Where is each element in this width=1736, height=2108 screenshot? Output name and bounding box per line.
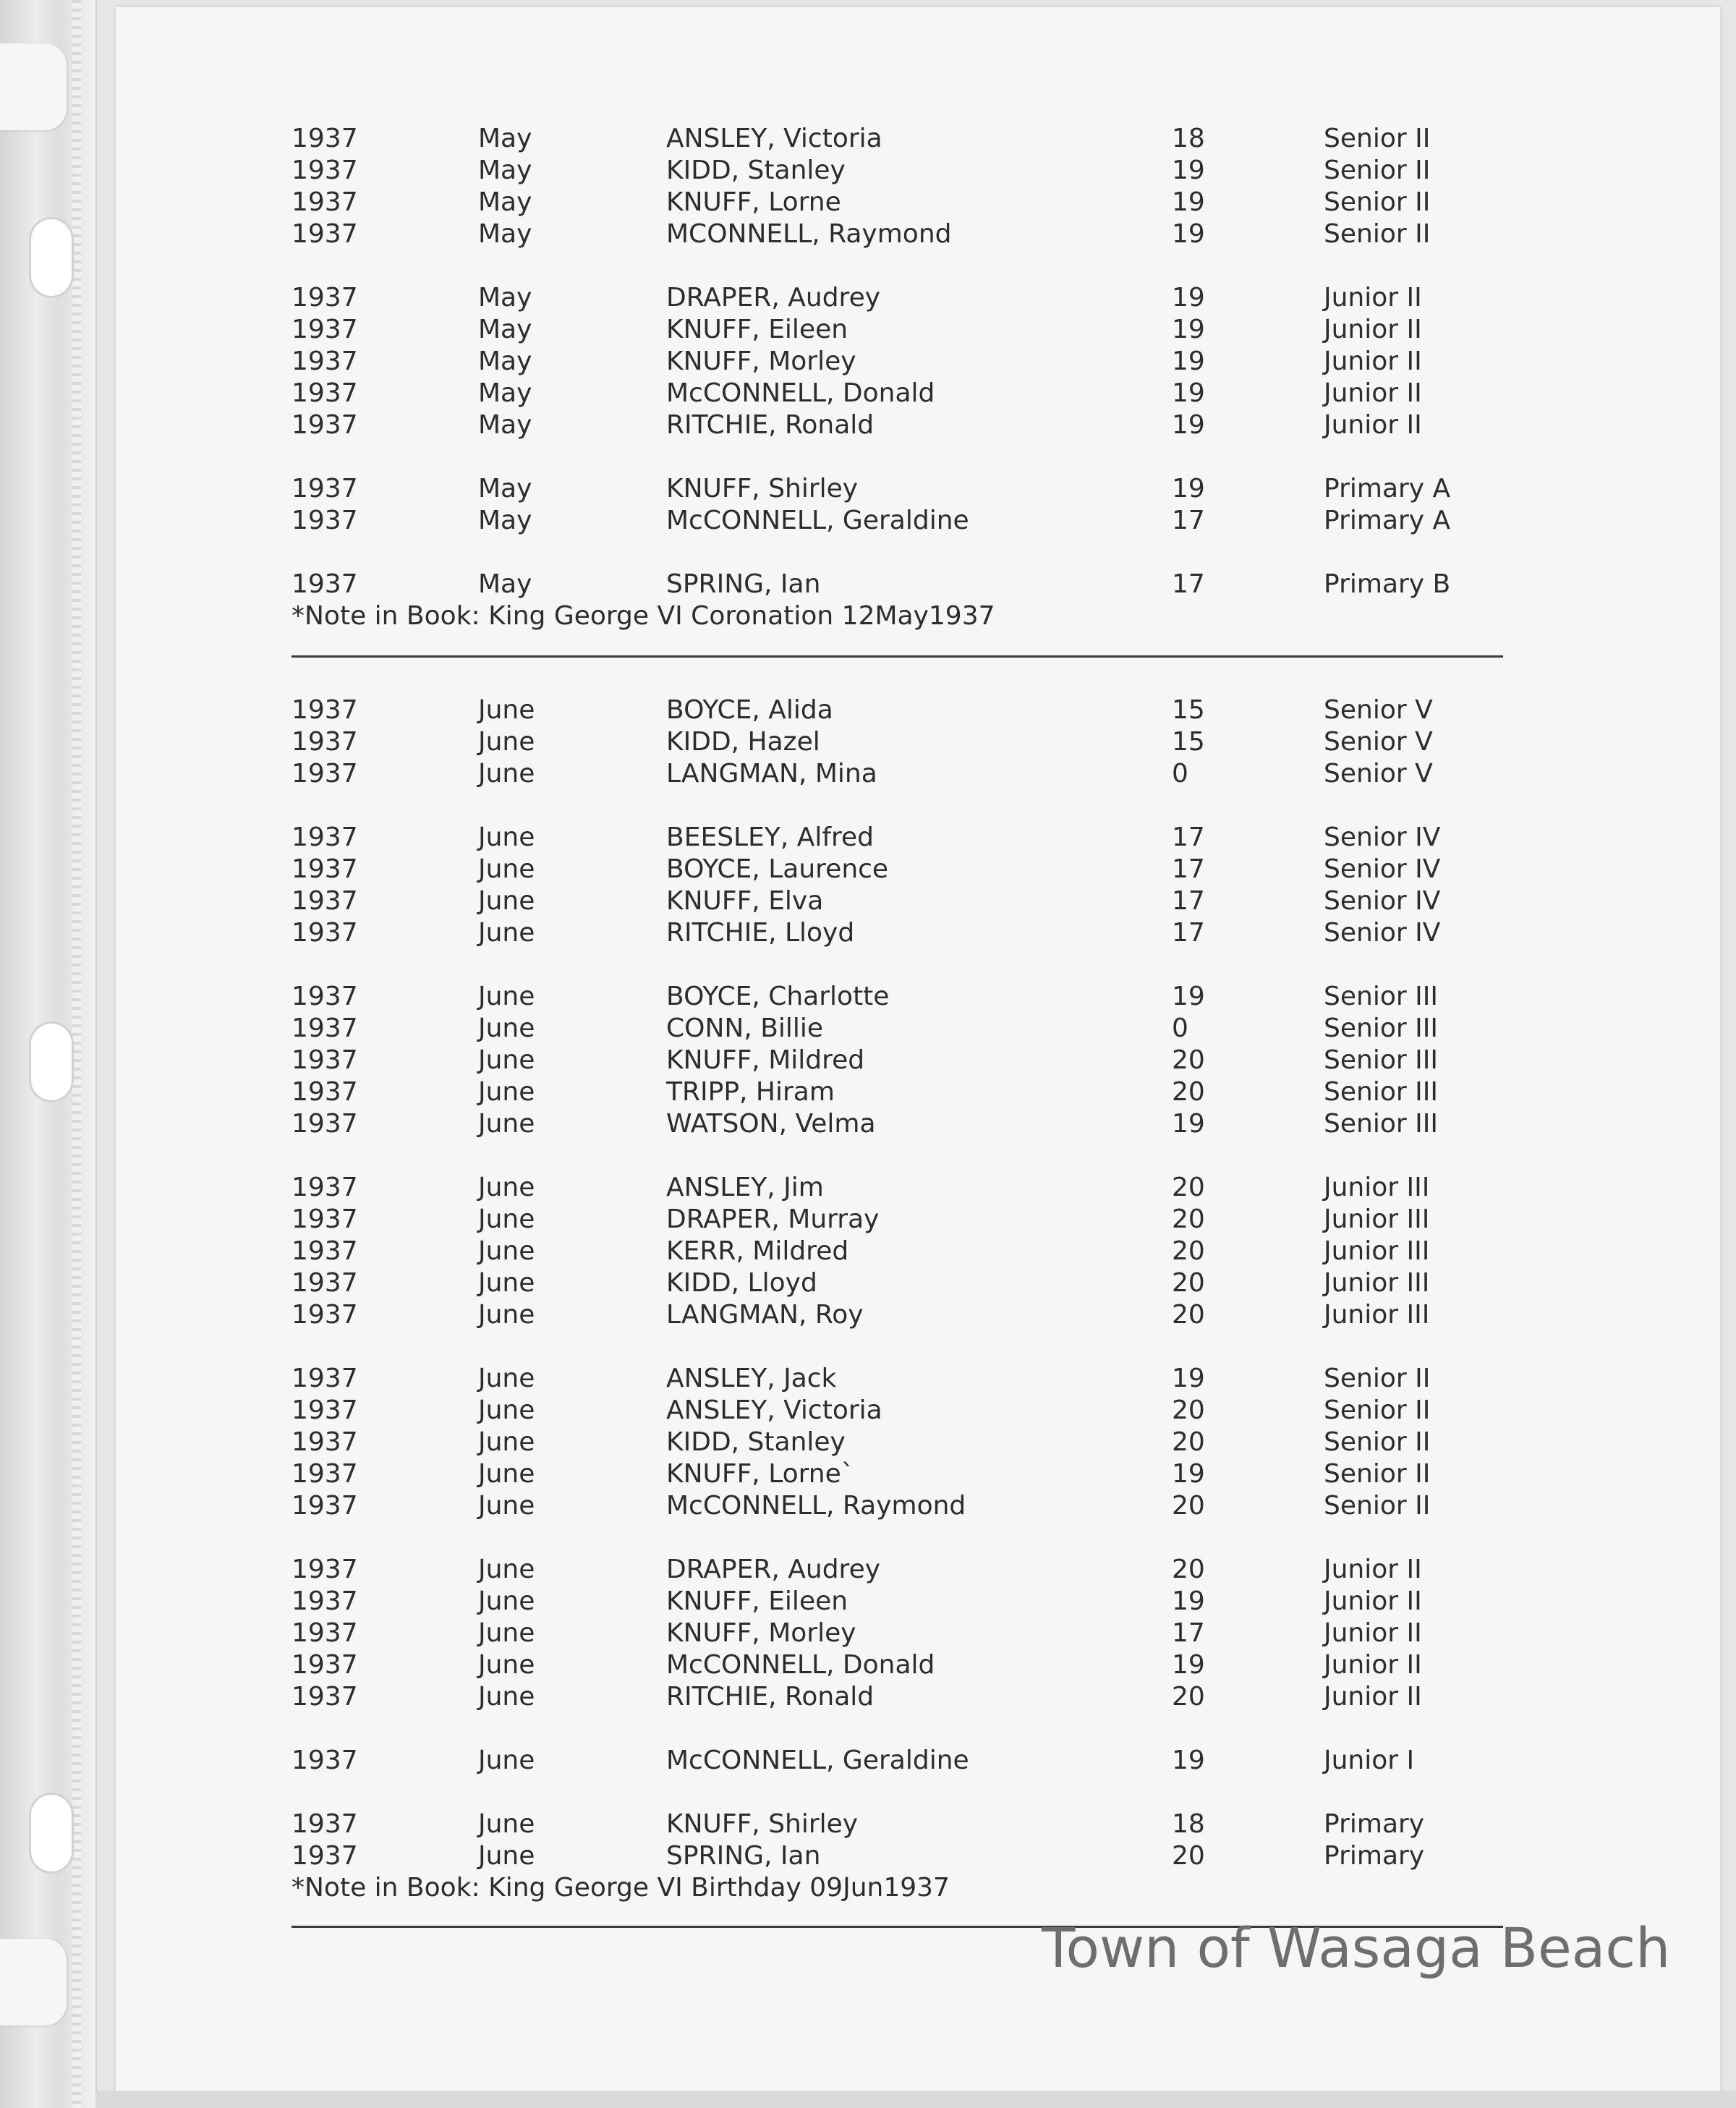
- month-cell: June: [478, 1204, 535, 1234]
- grade-cell: Senior V: [1324, 695, 1433, 725]
- grade-cell: Primary: [1324, 1809, 1425, 1839]
- score-cell: 0: [1172, 759, 1188, 789]
- month-cell: May: [478, 187, 532, 217]
- table-row: [0, 822, 1736, 854]
- table-row: [0, 314, 1736, 346]
- name-cell: KNUFF, Shirley: [666, 1809, 859, 1839]
- table-row: [0, 1267, 1736, 1299]
- grade-cell: Senior III: [1324, 1109, 1438, 1139]
- name-cell: SPRING, Ian: [666, 569, 821, 599]
- month-cell: May: [478, 156, 532, 185]
- table-row: [0, 1045, 1736, 1076]
- month-cell: June: [478, 886, 535, 916]
- grade-cell: Senior III: [1324, 1077, 1438, 1107]
- score-cell: 17: [1172, 918, 1205, 948]
- year-cell: 1937: [292, 187, 358, 217]
- month-cell: June: [478, 695, 535, 725]
- grade-cell: Senior II: [1324, 156, 1431, 185]
- year-cell: 1937: [292, 1841, 358, 1871]
- year-cell: 1937: [292, 1586, 358, 1616]
- month-cell: June: [478, 1491, 535, 1521]
- grade-cell: Junior II: [1324, 410, 1422, 440]
- score-cell: 20: [1172, 1236, 1205, 1266]
- table-row: [0, 1363, 1736, 1395]
- name-cell: LANGMAN, Mina: [666, 759, 877, 789]
- table-row: [0, 346, 1736, 378]
- month-cell: May: [478, 283, 532, 313]
- name-cell: DRAPER, Audrey: [666, 283, 881, 313]
- table-row: [0, 409, 1736, 441]
- name-cell: BOYCE, Charlotte: [666, 982, 890, 1011]
- year-cell: 1937: [292, 283, 358, 313]
- year-cell: 1937: [292, 886, 358, 916]
- grade-cell: Primary A: [1324, 474, 1451, 503]
- grade-cell: Junior II: [1324, 1555, 1422, 1584]
- grade-cell: Senior II: [1324, 219, 1431, 249]
- month-cell: June: [478, 1268, 535, 1298]
- score-cell: 20: [1172, 1555, 1205, 1584]
- score-cell: 18: [1172, 1809, 1205, 1839]
- name-cell: KNUFF, Eileen: [666, 1586, 848, 1616]
- grade-cell: Junior II: [1324, 347, 1422, 376]
- grade-cell: Senior II: [1324, 1427, 1431, 1457]
- grade-cell: Senior IV: [1324, 854, 1441, 884]
- table-row: [0, 282, 1736, 314]
- town-watermark: Town of Wasaga Beach: [1042, 1916, 1671, 1980]
- year-cell: 1937: [292, 378, 358, 408]
- month-cell: June: [478, 1841, 535, 1871]
- score-cell: 20: [1172, 1204, 1205, 1234]
- table-row: [0, 123, 1736, 155]
- month-cell: June: [478, 759, 535, 789]
- score-cell: 20: [1172, 1841, 1205, 1871]
- table-row: [0, 1236, 1736, 1267]
- grade-cell: Senior V: [1324, 759, 1433, 789]
- name-cell: BOYCE, Laurence: [666, 854, 889, 884]
- name-cell: SPRING, Ian: [666, 1841, 821, 1871]
- score-cell: 19: [1172, 1109, 1205, 1139]
- month-cell: June: [478, 982, 535, 1011]
- name-cell: TRIPP, Hiram: [666, 1077, 835, 1107]
- month-cell: June: [478, 1586, 535, 1616]
- section-divider: [292, 655, 1503, 658]
- table-row: [0, 1076, 1736, 1108]
- month-cell: May: [478, 474, 532, 503]
- year-cell: 1937: [292, 1013, 358, 1043]
- score-cell: 17: [1172, 1618, 1205, 1648]
- grade-cell: Junior III: [1324, 1236, 1430, 1266]
- grade-cell: Junior II: [1324, 1618, 1422, 1648]
- score-cell: 19: [1172, 1364, 1205, 1393]
- year-cell: 1937: [292, 1809, 358, 1839]
- name-cell: ANSLEY, Victoria: [666, 124, 882, 153]
- year-cell: 1937: [292, 1077, 358, 1107]
- year-cell: 1937: [292, 1300, 358, 1330]
- month-cell: June: [478, 1173, 535, 1202]
- name-cell: McCONNELL, Raymond: [666, 1491, 966, 1521]
- grade-cell: Junior III: [1324, 1173, 1430, 1202]
- name-cell: McCONNELL, Donald: [666, 1650, 935, 1680]
- year-cell: 1937: [292, 156, 358, 185]
- name-cell: KNUFF, Eileen: [666, 315, 848, 344]
- name-cell: KNUFF, Shirley: [666, 474, 859, 503]
- month-cell: June: [478, 1459, 535, 1489]
- score-cell: 20: [1172, 1173, 1205, 1202]
- name-cell: DRAPER, Murray: [666, 1204, 880, 1234]
- grade-cell: Senior III: [1324, 1045, 1438, 1075]
- year-cell: 1937: [292, 1555, 358, 1584]
- grade-cell: Junior III: [1324, 1268, 1430, 1298]
- name-cell: RITCHIE, Lloyd: [666, 918, 855, 948]
- table-row: [0, 1809, 1736, 1840]
- year-cell: 1937: [292, 1109, 358, 1139]
- name-cell: KNUFF, Elva: [666, 886, 824, 916]
- year-cell: 1937: [292, 1236, 358, 1266]
- grade-cell: Senior IV: [1324, 823, 1441, 852]
- year-cell: 1937: [292, 1204, 358, 1234]
- score-cell: 19: [1172, 1746, 1205, 1775]
- month-cell: June: [478, 1650, 535, 1680]
- year-cell: 1937: [292, 1491, 358, 1521]
- grade-cell: Senior II: [1324, 1364, 1431, 1393]
- name-cell: ANSLEY, Victoria: [666, 1395, 882, 1425]
- grade-cell: Junior II: [1324, 1586, 1422, 1616]
- score-cell: 19: [1172, 283, 1205, 313]
- grade-cell: Senior III: [1324, 1013, 1438, 1043]
- table-row: [0, 694, 1736, 726]
- name-cell: DRAPER, Audrey: [666, 1555, 881, 1584]
- grade-cell: Junior III: [1324, 1300, 1430, 1330]
- year-cell: 1937: [292, 569, 358, 599]
- score-cell: 17: [1172, 506, 1205, 535]
- name-cell: KNUFF, Mildred: [666, 1045, 865, 1075]
- year-cell: 1937: [292, 918, 358, 948]
- score-cell: 19: [1172, 1586, 1205, 1616]
- score-cell: 19: [1172, 219, 1205, 249]
- name-cell: WATSON, Velma: [666, 1109, 876, 1139]
- name-cell: KIDD, Lloyd: [666, 1268, 817, 1298]
- name-cell: McCONNELL, Geraldine: [666, 1746, 969, 1775]
- table-row: [0, 1490, 1736, 1522]
- score-cell: 20: [1172, 1300, 1205, 1330]
- score-cell: 17: [1172, 569, 1205, 599]
- month-cell: May: [478, 569, 532, 599]
- year-cell: 1937: [292, 219, 358, 249]
- score-cell: 19: [1172, 156, 1205, 185]
- grade-cell: Senior III: [1324, 982, 1438, 1011]
- year-cell: 1937: [292, 1427, 358, 1457]
- year-cell: 1937: [292, 506, 358, 535]
- month-cell: May: [478, 347, 532, 376]
- year-cell: 1937: [292, 982, 358, 1011]
- month-cell: May: [478, 410, 532, 440]
- name-cell: RITCHIE, Ronald: [666, 410, 875, 440]
- table-row: [0, 917, 1736, 949]
- month-cell: June: [478, 1395, 535, 1425]
- grade-cell: Junior II: [1324, 283, 1422, 313]
- score-cell: 19: [1172, 982, 1205, 1011]
- year-cell: 1937: [292, 1618, 358, 1648]
- grade-cell: Primary: [1324, 1841, 1425, 1871]
- year-cell: 1937: [292, 1364, 358, 1393]
- month-cell: June: [478, 1746, 535, 1775]
- year-cell: 1937: [292, 1459, 358, 1489]
- month-cell: May: [478, 219, 532, 249]
- year-cell: 1937: [292, 1746, 358, 1775]
- grade-cell: Senior IV: [1324, 886, 1441, 916]
- year-cell: 1937: [292, 727, 358, 757]
- grade-cell: Senior IV: [1324, 918, 1441, 948]
- score-cell: 20: [1172, 1077, 1205, 1107]
- table-row: [0, 218, 1736, 250]
- year-cell: 1937: [292, 1395, 358, 1425]
- table-row: [0, 1108, 1736, 1140]
- score-cell: 18: [1172, 124, 1205, 153]
- grade-cell: Senior II: [1324, 187, 1431, 217]
- year-cell: 1937: [292, 410, 358, 440]
- table-row: [0, 473, 1736, 505]
- table-row: [0, 569, 1736, 600]
- table-row: [0, 1618, 1736, 1649]
- table-row: [0, 758, 1736, 790]
- name-cell: KNUFF, Lorne`: [666, 1459, 854, 1489]
- table-row: [0, 378, 1736, 409]
- month-cell: June: [478, 918, 535, 948]
- year-cell: 1937: [292, 347, 358, 376]
- score-cell: 19: [1172, 1459, 1205, 1489]
- grade-cell: Senior II: [1324, 1395, 1431, 1425]
- score-cell: 20: [1172, 1427, 1205, 1457]
- name-cell: McCONNELL, Donald: [666, 378, 935, 408]
- name-cell: KIDD, Stanley: [666, 1427, 846, 1457]
- year-cell: 1937: [292, 1682, 358, 1712]
- month-cell: June: [478, 1236, 535, 1266]
- name-cell: ANSLEY, Jim: [666, 1173, 824, 1202]
- score-cell: 17: [1172, 886, 1205, 916]
- grade-cell: Junior II: [1324, 378, 1422, 408]
- month-cell: June: [478, 1555, 535, 1584]
- score-cell: 15: [1172, 695, 1205, 725]
- grade-cell: Senior V: [1324, 727, 1433, 757]
- year-cell: 1937: [292, 1268, 358, 1298]
- grade-cell: Primary A: [1324, 506, 1451, 535]
- score-cell: 19: [1172, 347, 1205, 376]
- table-row: [0, 1395, 1736, 1427]
- grade-cell: Senior II: [1324, 124, 1431, 153]
- score-cell: 0: [1172, 1013, 1188, 1043]
- table-row: [0, 1554, 1736, 1586]
- table-row: [0, 1840, 1736, 1872]
- table-row: [0, 1681, 1736, 1713]
- month-cell: June: [478, 727, 535, 757]
- table-row: [0, 187, 1736, 218]
- table-row: [0, 1427, 1736, 1458]
- table-row: [0, 981, 1736, 1013]
- month-cell: June: [478, 1045, 535, 1075]
- table-row: [0, 1458, 1736, 1490]
- month-cell: June: [478, 1013, 535, 1043]
- year-cell: 1937: [292, 315, 358, 344]
- table-row: [0, 1013, 1736, 1045]
- table-row: [0, 885, 1736, 917]
- month-cell: May: [478, 378, 532, 408]
- name-cell: KNUFF, Morley: [666, 347, 856, 376]
- month-cell: June: [478, 1618, 535, 1648]
- score-cell: 17: [1172, 854, 1205, 884]
- month-cell: June: [478, 854, 535, 884]
- name-cell: CONN, Billie: [666, 1013, 824, 1043]
- grade-cell: Junior III: [1324, 1204, 1430, 1234]
- table-row: [0, 1649, 1736, 1681]
- table-row: [0, 726, 1736, 758]
- grade-cell: Junior II: [1324, 1682, 1422, 1712]
- name-cell: KNUFF, Lorne: [666, 187, 841, 217]
- score-cell: 19: [1172, 315, 1205, 344]
- year-cell: 1937: [292, 1173, 358, 1202]
- grade-cell: Junior II: [1324, 1650, 1422, 1680]
- name-cell: KIDD, Stanley: [666, 156, 846, 185]
- grade-cell: Senior II: [1324, 1491, 1431, 1521]
- score-cell: 19: [1172, 1650, 1205, 1680]
- score-cell: 17: [1172, 823, 1205, 852]
- month-cell: June: [478, 1077, 535, 1107]
- table-row: [0, 1586, 1736, 1618]
- table-row: [0, 505, 1736, 537]
- name-cell: BEESLEY, Alfred: [666, 823, 875, 852]
- month-cell: June: [478, 1682, 535, 1712]
- month-cell: June: [478, 1300, 535, 1330]
- year-cell: 1937: [292, 823, 358, 852]
- name-cell: MCONNELL, Raymond: [666, 219, 952, 249]
- name-cell: KERR, Mildred: [666, 1236, 849, 1266]
- table-row: [0, 1299, 1736, 1331]
- month-cell: May: [478, 506, 532, 535]
- name-cell: RITCHIE, Ronald: [666, 1682, 875, 1712]
- grade-cell: Junior II: [1324, 315, 1422, 344]
- section-note: *Note in Book: King George VI Coronation 12May1937: [292, 601, 995, 631]
- month-cell: June: [478, 1109, 535, 1139]
- score-cell: 19: [1172, 378, 1205, 408]
- month-cell: May: [478, 315, 532, 344]
- name-cell: KNUFF, Morley: [666, 1618, 856, 1648]
- table-row: [0, 854, 1736, 885]
- score-cell: 20: [1172, 1268, 1205, 1298]
- score-cell: 19: [1172, 474, 1205, 503]
- score-cell: 20: [1172, 1045, 1205, 1075]
- score-cell: 15: [1172, 727, 1205, 757]
- month-cell: June: [478, 823, 535, 852]
- name-cell: BOYCE, Alida: [666, 695, 833, 725]
- month-cell: June: [478, 1427, 535, 1457]
- name-cell: ANSLEY, Jack: [666, 1364, 837, 1393]
- name-cell: McCONNELL, Geraldine: [666, 506, 969, 535]
- score-cell: 19: [1172, 410, 1205, 440]
- year-cell: 1937: [292, 124, 358, 153]
- table-row: [0, 1745, 1736, 1777]
- month-cell: June: [478, 1364, 535, 1393]
- grade-cell: Primary B: [1324, 569, 1451, 599]
- month-cell: May: [478, 124, 532, 153]
- name-cell: KIDD, Hazel: [666, 727, 820, 757]
- grade-cell: Senior II: [1324, 1459, 1431, 1489]
- score-cell: 20: [1172, 1682, 1205, 1712]
- score-cell: 20: [1172, 1395, 1205, 1425]
- grade-cell: Junior I: [1324, 1746, 1415, 1775]
- year-cell: 1937: [292, 1045, 358, 1075]
- score-cell: 20: [1172, 1491, 1205, 1521]
- score-cell: 19: [1172, 187, 1205, 217]
- year-cell: 1937: [292, 695, 358, 725]
- year-cell: 1937: [292, 759, 358, 789]
- year-cell: 1937: [292, 474, 358, 503]
- table-row: [0, 1172, 1736, 1204]
- year-cell: 1937: [292, 854, 358, 884]
- table-row: [0, 155, 1736, 187]
- section-note: *Note in Book: King George VI Birthday 09Jun1937: [292, 1873, 950, 1903]
- month-cell: June: [478, 1809, 535, 1839]
- year-cell: 1937: [292, 1650, 358, 1680]
- name-cell: LANGMAN, Roy: [666, 1300, 864, 1330]
- table-row: [0, 1204, 1736, 1236]
